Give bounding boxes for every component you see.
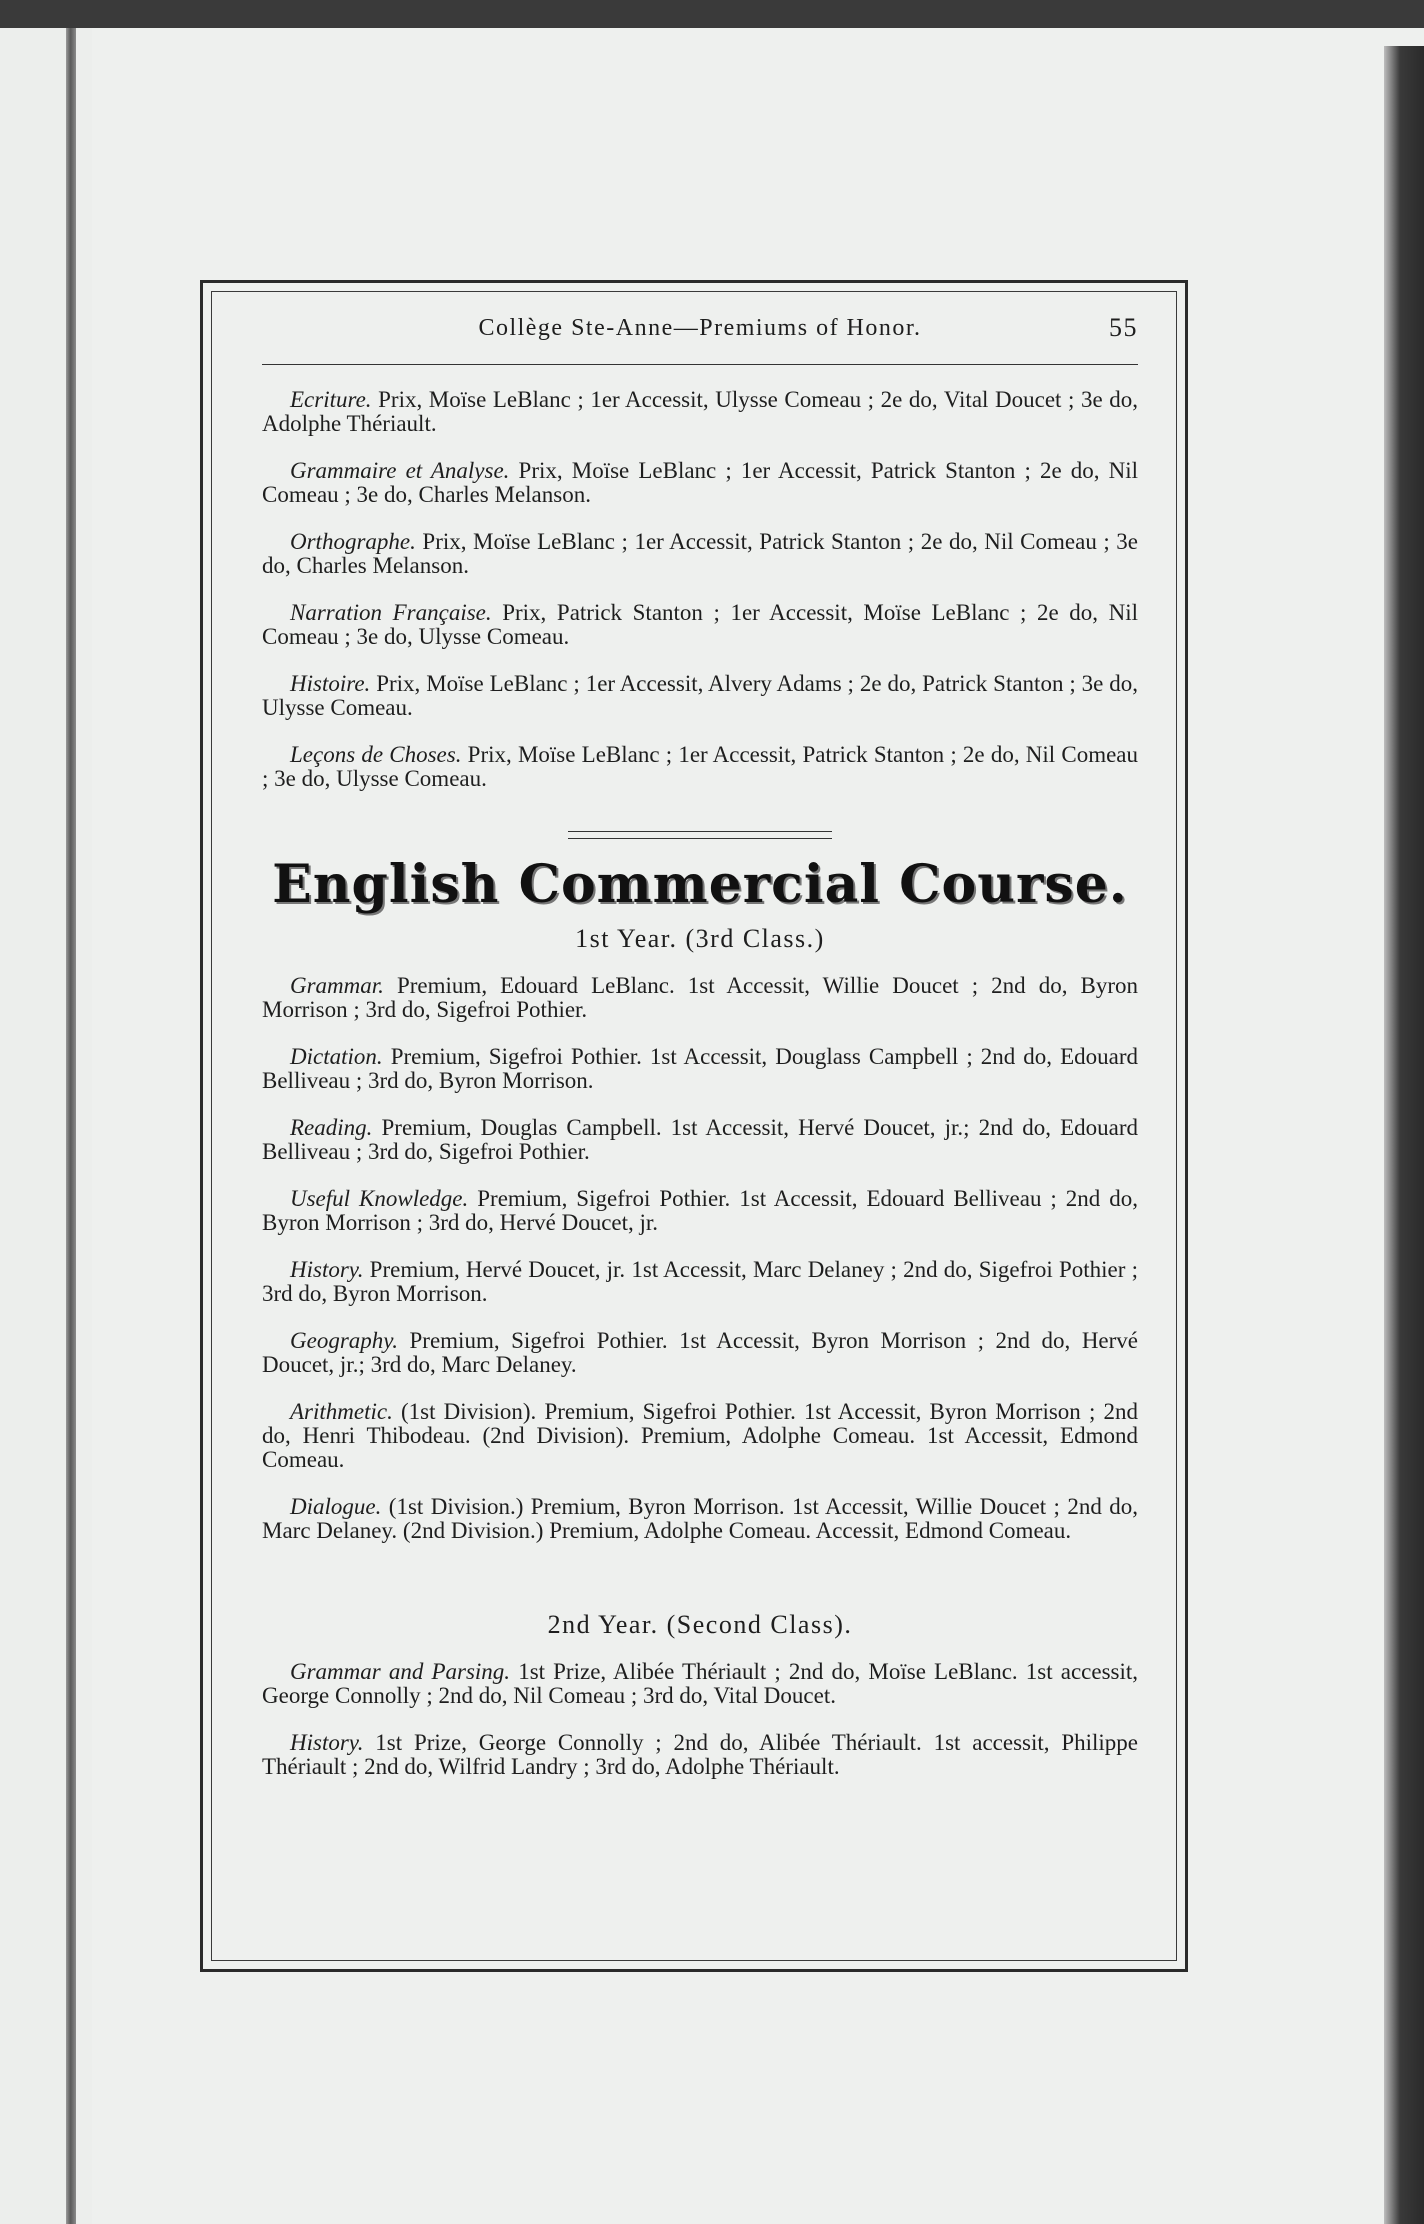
award-entry bbox=[262, 1660, 1138, 1708]
first-year-heading: 1st Year. (3rd Class.) bbox=[575, 924, 825, 953]
award-text: 1st Prize, Alibée Thériault ; 2nd do, Moïse LeBlanc. 1st accessit, George Connolly ; 2nd do, Nil Comeau ; 3rd do, Vital Doucet. bbox=[262, 1659, 1139, 1708]
award-text: 1st Prize, George Connolly ; 2nd do, Alibée Thériault. 1st accessit, Philippe Thériault ; 2nd do, Wilfrid Landry ; 3rd do, Adolphe Thériault. bbox=[262, 1730, 1139, 1779]
page-number: 55 bbox=[1109, 313, 1138, 342]
section-divider bbox=[568, 831, 832, 839]
award-entry bbox=[262, 388, 1138, 436]
award-entry bbox=[262, 530, 1138, 578]
header-rule bbox=[262, 364, 1138, 365]
award-entry bbox=[262, 459, 1138, 507]
running-head-title: Collège Ste-Anne—Premiums of Honor. bbox=[478, 315, 922, 341]
award-entry bbox=[262, 1400, 1138, 1472]
subject-label: Dialogue. bbox=[290, 1494, 382, 1519]
first-year-section bbox=[262, 974, 1138, 1543]
subject-label: Grammar. bbox=[290, 973, 384, 998]
award-text: Premium, Hervé Doucet, jr. 1st Accessit, Marc Delaney ; 2nd do, Sigefroi Pothier ; 3rd do, Byron Morrison. bbox=[262, 1257, 1138, 1306]
subject-label: History. bbox=[290, 1730, 364, 1755]
award-entry bbox=[262, 1731, 1138, 1779]
award-text: Prix, Moïse LeBlanc ; 1er Accessit, Alvery Adams ; 2e do, Patrick Stanton ; 3e do, Ulysse Comeau. bbox=[262, 671, 1138, 720]
award-text: Prix, Moïse LeBlanc ; 1er Accessit, Patrick Stanton ; 2e do, Nil Comeau ; 3e do, Charles Melanson. bbox=[262, 529, 1138, 578]
award-entry bbox=[262, 1187, 1138, 1235]
award-text: (1st Division). Premium, Sigefroi Pothier. 1st Accessit, Byron Morrison ; 2nd do, Henri Thibodeau. (2nd Division). Premium, Adolphe Comeau. 1st Accessit, Edmond Comeau. bbox=[262, 1399, 1138, 1472]
subject-label: Leçons de Choses. bbox=[290, 742, 462, 767]
subject-label: History. bbox=[290, 1257, 364, 1282]
book-gutter bbox=[66, 28, 76, 2224]
subject-label: Ecriture. bbox=[290, 387, 372, 412]
subject-label: Orthographe. bbox=[290, 529, 416, 554]
award-text: Prix, Moïse LeBlanc ; 1er Accessit, Ulysse Comeau ; 2e do, Vital Doucet ; 3e do, Adolphe Thériault. bbox=[262, 387, 1138, 436]
french-section bbox=[262, 388, 1138, 791]
award-entry bbox=[262, 1045, 1138, 1093]
award-entry bbox=[262, 1495, 1138, 1543]
subject-label: Arithmetic. bbox=[290, 1399, 393, 1424]
subject-label: Reading. bbox=[290, 1115, 373, 1140]
course-title: English Commercial Course. bbox=[272, 854, 1128, 915]
subject-label: Grammar and Parsing. bbox=[290, 1659, 511, 1684]
award-text: Prix, Moïse LeBlanc ; 1er Accessit, Patrick Stanton ; 2e do, Nil Comeau ; 3e do, Charles Melanson. bbox=[262, 458, 1139, 507]
subject-label: Grammaire et Analyse. bbox=[290, 458, 510, 483]
subject-label: Narration Française. bbox=[290, 600, 492, 625]
award-text: Prix, Patrick Stanton ; 1er Accessit, Moïse LeBlanc ; 2e do, Nil Comeau ; 3e do, Ulysse Comeau. bbox=[262, 600, 1139, 649]
subject-label: Geography. bbox=[290, 1328, 398, 1353]
award-entry bbox=[262, 601, 1138, 649]
running-head bbox=[262, 313, 1138, 356]
page-content bbox=[262, 313, 1139, 1791]
page-edge-shadow bbox=[1384, 46, 1424, 2224]
award-entry bbox=[262, 974, 1138, 1022]
award-entry bbox=[262, 1329, 1138, 1377]
facing-page-strip bbox=[0, 28, 92, 2224]
subject-label: Useful Knowledge. bbox=[290, 1186, 469, 1211]
award-entry bbox=[262, 743, 1138, 791]
subject-label: Histoire. bbox=[290, 671, 371, 696]
award-text: Premium, Douglas Campbell. 1st Accessit, Hervé Doucet, jr.; 2nd do, Edouard Belliveau ; 3rd do, Sigefroi Pothier. bbox=[262, 1115, 1138, 1164]
award-entry bbox=[262, 1258, 1138, 1306]
award-text: (1st Division.) Premium, Byron Morrison. 1st Accessit, Willie Doucet ; 2nd do, Marc Delaney. (2nd Division.) Premium, Adolphe Comeau. Accessit, Edmond Comeau. bbox=[262, 1494, 1138, 1543]
award-text: Premium, Edouard LeBlanc. 1st Accessit, Willie Doucet ; 2nd do, Byron Morrison ; 3rd do, Sigefroi Pothier. bbox=[262, 973, 1138, 1022]
second-year-heading: 2nd Year. (Second Class). bbox=[547, 1610, 853, 1639]
award-entry bbox=[262, 672, 1138, 720]
award-text: Premium, Sigefroi Pothier. 1st Accessit, Edouard Belliveau ; 2nd do, Byron Morrison ; 3rd do, Hervé Doucet, jr. bbox=[262, 1186, 1139, 1235]
award-text: Premium, Sigefroi Pothier. 1st Accessit, Byron Morrison ; 2nd do, Hervé Doucet, jr.; 3rd do, Marc Delaney. bbox=[262, 1328, 1139, 1377]
award-entry bbox=[262, 1116, 1138, 1164]
award-text: Prix, Moïse LeBlanc ; 1er Accessit, Patrick Stanton ; 2e do, Nil Comeau ; 3e do, Ulysse Comeau. bbox=[262, 742, 1139, 791]
second-year-section bbox=[262, 1660, 1138, 1779]
award-text: Premium, Sigefroi Pothier. 1st Accessit, Douglass Campbell ; 2nd do, Edouard Belliveau ; 3rd do, Byron Morrison. bbox=[262, 1044, 1139, 1093]
subject-label: Dictation. bbox=[290, 1044, 383, 1069]
